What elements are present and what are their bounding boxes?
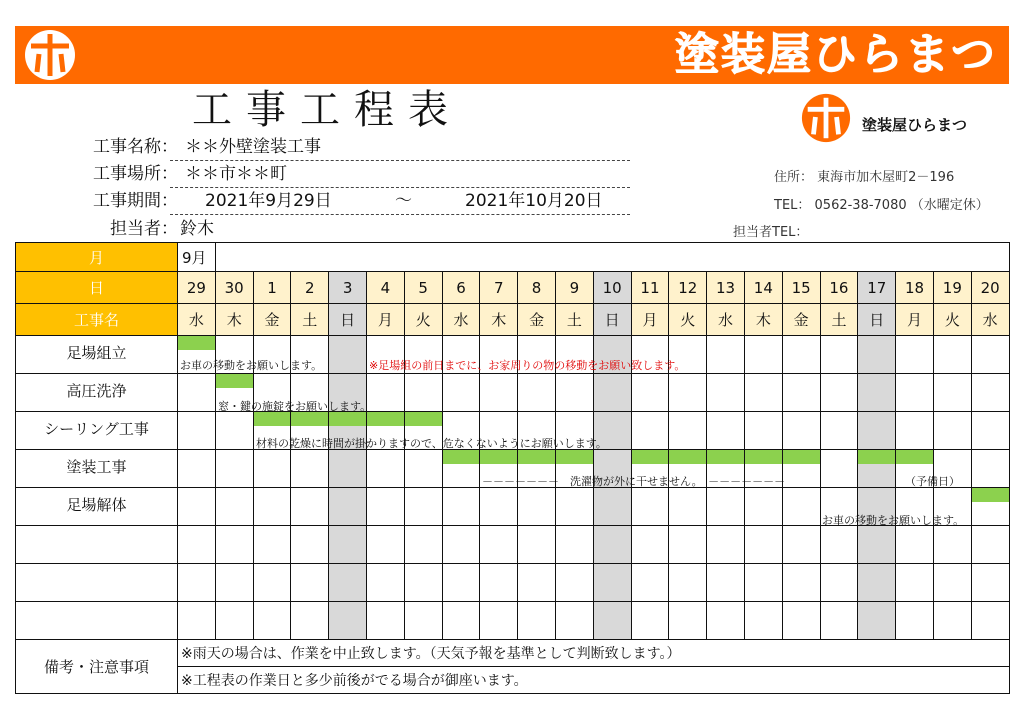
schedule-cell bbox=[480, 374, 518, 412]
schedule-cell bbox=[744, 374, 782, 412]
day-cell: 9 bbox=[555, 272, 593, 304]
schedule-bar bbox=[745, 450, 782, 464]
weekday-cell: 日 bbox=[593, 304, 631, 336]
schedule-cell bbox=[631, 374, 669, 412]
schedule-bar bbox=[254, 412, 291, 426]
schedule-cell bbox=[971, 602, 1009, 640]
schedule-cell bbox=[707, 526, 745, 564]
schedule-cell bbox=[404, 374, 442, 412]
schedule-cell bbox=[442, 564, 480, 602]
schedule-cell bbox=[858, 374, 896, 412]
weekday-cell: 火 bbox=[933, 304, 971, 336]
schedule-cell bbox=[366, 450, 404, 488]
weekday-cell: 月 bbox=[896, 304, 934, 336]
schedule-cell bbox=[744, 336, 782, 374]
schedule-cell bbox=[404, 450, 442, 488]
schedule-cell bbox=[291, 602, 329, 640]
schedule-cell bbox=[820, 602, 858, 640]
schedule-cell bbox=[404, 488, 442, 526]
schedule-cell bbox=[329, 602, 367, 640]
schedule-cell bbox=[404, 602, 442, 640]
task-label bbox=[16, 602, 178, 640]
month-header: 月 bbox=[16, 243, 178, 272]
schedule-cell bbox=[669, 602, 707, 640]
schedule-cell bbox=[366, 602, 404, 640]
remark-row bbox=[16, 640, 1010, 667]
weekday-cell: 水 bbox=[442, 304, 480, 336]
weekday-cell: 木 bbox=[744, 304, 782, 336]
schedule-cell bbox=[215, 602, 253, 640]
schedule-bar bbox=[291, 412, 328, 426]
schedule-cell bbox=[707, 336, 745, 374]
schedule-cell bbox=[593, 564, 631, 602]
schedule-cell bbox=[480, 602, 518, 640]
task-label: シーリング工事 bbox=[16, 412, 178, 450]
schedule-cell bbox=[404, 564, 442, 602]
schedule-bar bbox=[556, 450, 593, 464]
schedule-cell bbox=[707, 602, 745, 640]
schedule-cell bbox=[291, 526, 329, 564]
month-value: 9月 bbox=[178, 243, 216, 272]
schedule-cell bbox=[518, 488, 556, 526]
schedule-cell bbox=[366, 526, 404, 564]
schedule-cell bbox=[555, 526, 593, 564]
schedule-cell bbox=[820, 450, 858, 488]
schedule-cell bbox=[253, 564, 291, 602]
schedule-cell bbox=[480, 488, 518, 526]
day-cell: 4 bbox=[366, 272, 404, 304]
weekday-cell: 土 bbox=[291, 304, 329, 336]
task-row bbox=[16, 374, 1010, 412]
schedule-cell bbox=[178, 564, 216, 602]
schedule-bar bbox=[669, 450, 706, 464]
weekday-cell: 月 bbox=[631, 304, 669, 336]
day-cell: 30 bbox=[215, 272, 253, 304]
schedule-cell bbox=[329, 450, 367, 488]
schedule-cell bbox=[782, 412, 820, 450]
schedule-cell bbox=[555, 488, 593, 526]
schedule-cell bbox=[329, 336, 367, 374]
weekday-cell: 金 bbox=[782, 304, 820, 336]
schedule-cell bbox=[442, 602, 480, 640]
day-cell: 7 bbox=[480, 272, 518, 304]
day-cell: 5 bbox=[404, 272, 442, 304]
company-name: 塗装屋ひらまつ bbox=[862, 116, 968, 134]
schedule-cell bbox=[896, 336, 934, 374]
note-drying: 材料の乾燥に時間が掛かりますので、危なくないようにお願いします。 bbox=[256, 437, 607, 450]
schedule-bar bbox=[178, 336, 215, 350]
day-cell: 2 bbox=[291, 272, 329, 304]
note-lock-windows: 窓・鍵の施錠をお願いします。 bbox=[218, 400, 372, 413]
page-title: 工事工程表 bbox=[192, 87, 462, 133]
task-row bbox=[16, 602, 1010, 640]
schedule-cell bbox=[820, 336, 858, 374]
schedule-bar bbox=[707, 450, 744, 464]
schedule-cell bbox=[669, 564, 707, 602]
schedule-cell bbox=[518, 564, 556, 602]
schedule-cell bbox=[971, 336, 1009, 374]
schedule-cell bbox=[858, 564, 896, 602]
schedule-cell bbox=[782, 602, 820, 640]
weekday-cell: 土 bbox=[555, 304, 593, 336]
day-cell: 18 bbox=[896, 272, 934, 304]
note-move-car: お車の移動をお願いします。 bbox=[180, 359, 323, 372]
day-cell: 3 bbox=[329, 272, 367, 304]
weekday-cell: 金 bbox=[253, 304, 291, 336]
schedule-cell bbox=[631, 602, 669, 640]
schedule-cell bbox=[782, 336, 820, 374]
note-laundry: －－－－－－－ 洗濯物が外に干せません。 －－－－－－－ bbox=[482, 475, 786, 488]
schedule-cell bbox=[971, 412, 1009, 450]
day-cell: 6 bbox=[442, 272, 480, 304]
schedule-cell bbox=[820, 564, 858, 602]
schedule-bar bbox=[518, 450, 555, 464]
schedule-cell bbox=[744, 602, 782, 640]
weekday-cell: 日 bbox=[329, 304, 367, 336]
schedule-cell bbox=[933, 602, 971, 640]
task-row bbox=[16, 526, 1010, 564]
schedule-cell bbox=[858, 602, 896, 640]
schedule-cell bbox=[631, 526, 669, 564]
schedule-cell bbox=[669, 488, 707, 526]
schedule-cell bbox=[896, 564, 934, 602]
schedule-cell bbox=[518, 602, 556, 640]
day-cell: 14 bbox=[744, 272, 782, 304]
schedule-cell bbox=[442, 450, 480, 488]
day-cell: 11 bbox=[631, 272, 669, 304]
schedule-cell bbox=[933, 564, 971, 602]
schedule-cell bbox=[707, 564, 745, 602]
schedule-cell bbox=[858, 526, 896, 564]
schedule-cell bbox=[518, 526, 556, 564]
schedule-cell bbox=[744, 412, 782, 450]
schedule-cell bbox=[593, 602, 631, 640]
day-cell: 20 bbox=[971, 272, 1009, 304]
day-cell: 8 bbox=[518, 272, 556, 304]
schedule-cell bbox=[933, 412, 971, 450]
schedule-cell bbox=[782, 450, 820, 488]
schedule-cell bbox=[896, 412, 934, 450]
weekday-cell: 土 bbox=[820, 304, 858, 336]
site-label: 工事場所： bbox=[93, 164, 178, 184]
schedule-cell bbox=[933, 374, 971, 412]
site-value: ＊＊市＊＊町 bbox=[185, 164, 287, 184]
schedule-bar bbox=[329, 412, 366, 426]
schedule-bar bbox=[480, 450, 517, 464]
schedule-bar bbox=[858, 450, 895, 464]
schedule-cell bbox=[631, 412, 669, 450]
day-cell: 19 bbox=[933, 272, 971, 304]
day-cell: 17 bbox=[858, 272, 896, 304]
schedule-cell bbox=[178, 450, 216, 488]
weekday-cell: 火 bbox=[404, 304, 442, 336]
task-header: 工事名 bbox=[16, 304, 178, 336]
schedule-cell bbox=[707, 412, 745, 450]
day-header: 日 bbox=[16, 272, 178, 304]
schedule-cell bbox=[820, 374, 858, 412]
banner-company-name: 塗装屋ひらまつ bbox=[675, 29, 997, 80]
weekday-cell: 水 bbox=[178, 304, 216, 336]
task-label: 足場解体 bbox=[16, 488, 178, 526]
weekday-cell: 日 bbox=[858, 304, 896, 336]
task-label: 足場組立 bbox=[16, 336, 178, 374]
schedule-bar bbox=[896, 450, 933, 464]
weekday-cell: 火 bbox=[669, 304, 707, 336]
schedule-bar bbox=[405, 412, 442, 426]
day-cell: 29 bbox=[178, 272, 216, 304]
schedule-bar bbox=[367, 412, 404, 426]
day-cell: 10 bbox=[593, 272, 631, 304]
schedule-cell bbox=[744, 526, 782, 564]
schedule-cell bbox=[896, 526, 934, 564]
note-spare-day: （予備日） bbox=[905, 475, 960, 488]
weekday-cell: 木 bbox=[215, 304, 253, 336]
schedule-cell bbox=[442, 526, 480, 564]
schedule-cell bbox=[858, 336, 896, 374]
schedule-bar bbox=[972, 488, 1009, 502]
manager-value: 鈴木 bbox=[180, 219, 214, 239]
schedule-cell bbox=[366, 374, 404, 412]
weekday-cell: 月 bbox=[366, 304, 404, 336]
period-start: 2021年9月29日 bbox=[205, 191, 332, 211]
day-cell: 16 bbox=[820, 272, 858, 304]
schedule-cell bbox=[971, 450, 1009, 488]
task-label bbox=[16, 564, 178, 602]
schedule-cell bbox=[744, 564, 782, 602]
schedule-cell bbox=[178, 412, 216, 450]
day-row bbox=[16, 272, 1010, 304]
weekday-cell: 金 bbox=[518, 304, 556, 336]
manager-label: 担当者： bbox=[110, 219, 178, 239]
schedule-bar bbox=[443, 450, 480, 464]
company-logo-icon bbox=[800, 92, 852, 144]
schedule-cell bbox=[555, 564, 593, 602]
schedule-cell bbox=[971, 488, 1009, 526]
task-label bbox=[16, 526, 178, 564]
schedule-cell bbox=[669, 412, 707, 450]
schedule-cell bbox=[744, 488, 782, 526]
schedule-cell bbox=[329, 526, 367, 564]
schedule-cell bbox=[178, 488, 216, 526]
schedule-cell bbox=[480, 564, 518, 602]
schedule-cell bbox=[820, 412, 858, 450]
schedule-cell bbox=[329, 488, 367, 526]
schedule-cell bbox=[215, 526, 253, 564]
schedule-cell bbox=[858, 412, 896, 450]
note-move-car-2: お車の移動をお願いします。 bbox=[822, 514, 965, 527]
weekday-cell: 木 bbox=[480, 304, 518, 336]
schedule-cell bbox=[971, 526, 1009, 564]
schedule-cell bbox=[820, 526, 858, 564]
project-name-label: 工事名称： bbox=[93, 137, 178, 157]
schedule-bar bbox=[632, 450, 669, 464]
task-label: 塗装工事 bbox=[16, 450, 178, 488]
remark-text: ※雨天の場合は、作業を中止致します。（天気予報を基準として判断致します。） bbox=[178, 640, 1010, 667]
schedule-cell bbox=[858, 450, 896, 488]
schedule-cell bbox=[442, 488, 480, 526]
schedule-bar bbox=[216, 374, 253, 388]
schedule-cell bbox=[933, 336, 971, 374]
task-row bbox=[16, 564, 1010, 602]
company-address: 住所： 東海市加木屋町2－196 bbox=[774, 170, 955, 185]
schedule-cell bbox=[404, 526, 442, 564]
schedule-table bbox=[15, 242, 1010, 694]
month-empty bbox=[215, 243, 1009, 272]
schedule-cell bbox=[593, 526, 631, 564]
schedule-cell bbox=[707, 488, 745, 526]
remark-text: ※工程表の作業日と多少前後がでる場合が御座います。 bbox=[178, 667, 1010, 694]
schedule-cell bbox=[555, 602, 593, 640]
schedule-cell bbox=[782, 564, 820, 602]
manager-tel: 担当者TEL： bbox=[733, 225, 809, 240]
company-logo-icon bbox=[23, 28, 77, 82]
divider bbox=[170, 214, 630, 215]
schedule-cell bbox=[896, 602, 934, 640]
schedule-cell bbox=[631, 488, 669, 526]
schedule-cell bbox=[480, 526, 518, 564]
weekday-cell: 水 bbox=[971, 304, 1009, 336]
schedule-cell bbox=[896, 374, 934, 412]
schedule-cell bbox=[971, 374, 1009, 412]
schedule-cell bbox=[593, 374, 631, 412]
schedule-cell bbox=[215, 412, 253, 450]
schedule-cell bbox=[215, 488, 253, 526]
schedule-cell bbox=[366, 564, 404, 602]
period-end: 2021年10月20日 bbox=[465, 191, 603, 211]
weekday-cell: 水 bbox=[707, 304, 745, 336]
schedule-cell bbox=[291, 564, 329, 602]
schedule-cell bbox=[253, 526, 291, 564]
schedule-cell bbox=[253, 450, 291, 488]
schedule-cell bbox=[291, 488, 329, 526]
schedule-cell bbox=[782, 488, 820, 526]
schedule-bar bbox=[783, 450, 820, 464]
schedule-cell bbox=[215, 564, 253, 602]
day-cell: 12 bbox=[669, 272, 707, 304]
schedule-cell bbox=[178, 526, 216, 564]
schedule-cell bbox=[669, 374, 707, 412]
period-separator: ～ bbox=[395, 191, 412, 211]
schedule-cell bbox=[669, 526, 707, 564]
period-label: 工事期間： bbox=[93, 191, 178, 211]
company-tel: TEL： 0562-38-7080 （水曜定休） bbox=[774, 198, 989, 213]
remarks-label: 備考・注意事項 bbox=[16, 640, 178, 694]
task-label: 高圧洗浄 bbox=[16, 374, 178, 412]
schedule-cell bbox=[631, 564, 669, 602]
company-block bbox=[800, 92, 968, 148]
schedule-cell bbox=[215, 450, 253, 488]
project-name-value: ＊＊外壁塗装工事 bbox=[185, 137, 321, 157]
schedule-cell bbox=[178, 374, 216, 412]
schedule-cell bbox=[442, 374, 480, 412]
schedule-cell bbox=[971, 564, 1009, 602]
schedule-cell bbox=[291, 450, 329, 488]
day-cell: 15 bbox=[782, 272, 820, 304]
schedule-cell bbox=[178, 602, 216, 640]
schedule-cell bbox=[329, 564, 367, 602]
schedule-cell bbox=[782, 526, 820, 564]
day-cell: 13 bbox=[707, 272, 745, 304]
schedule-cell bbox=[933, 526, 971, 564]
period-row bbox=[40, 188, 640, 214]
schedule-cell bbox=[555, 374, 593, 412]
header-banner bbox=[15, 26, 1009, 84]
schedule-cell bbox=[593, 488, 631, 526]
schedule-cell bbox=[707, 374, 745, 412]
day-cell: 1 bbox=[253, 272, 291, 304]
schedule-cell bbox=[253, 602, 291, 640]
weekday-row bbox=[16, 304, 1010, 336]
note-move-items: ※足場組の前日までに、お家周りの物の移動をお願い致します。 bbox=[369, 359, 686, 372]
schedule-cell bbox=[366, 488, 404, 526]
month-row bbox=[16, 243, 1010, 272]
schedule-cell bbox=[782, 374, 820, 412]
schedule-cell bbox=[518, 374, 556, 412]
schedule-cell bbox=[253, 488, 291, 526]
